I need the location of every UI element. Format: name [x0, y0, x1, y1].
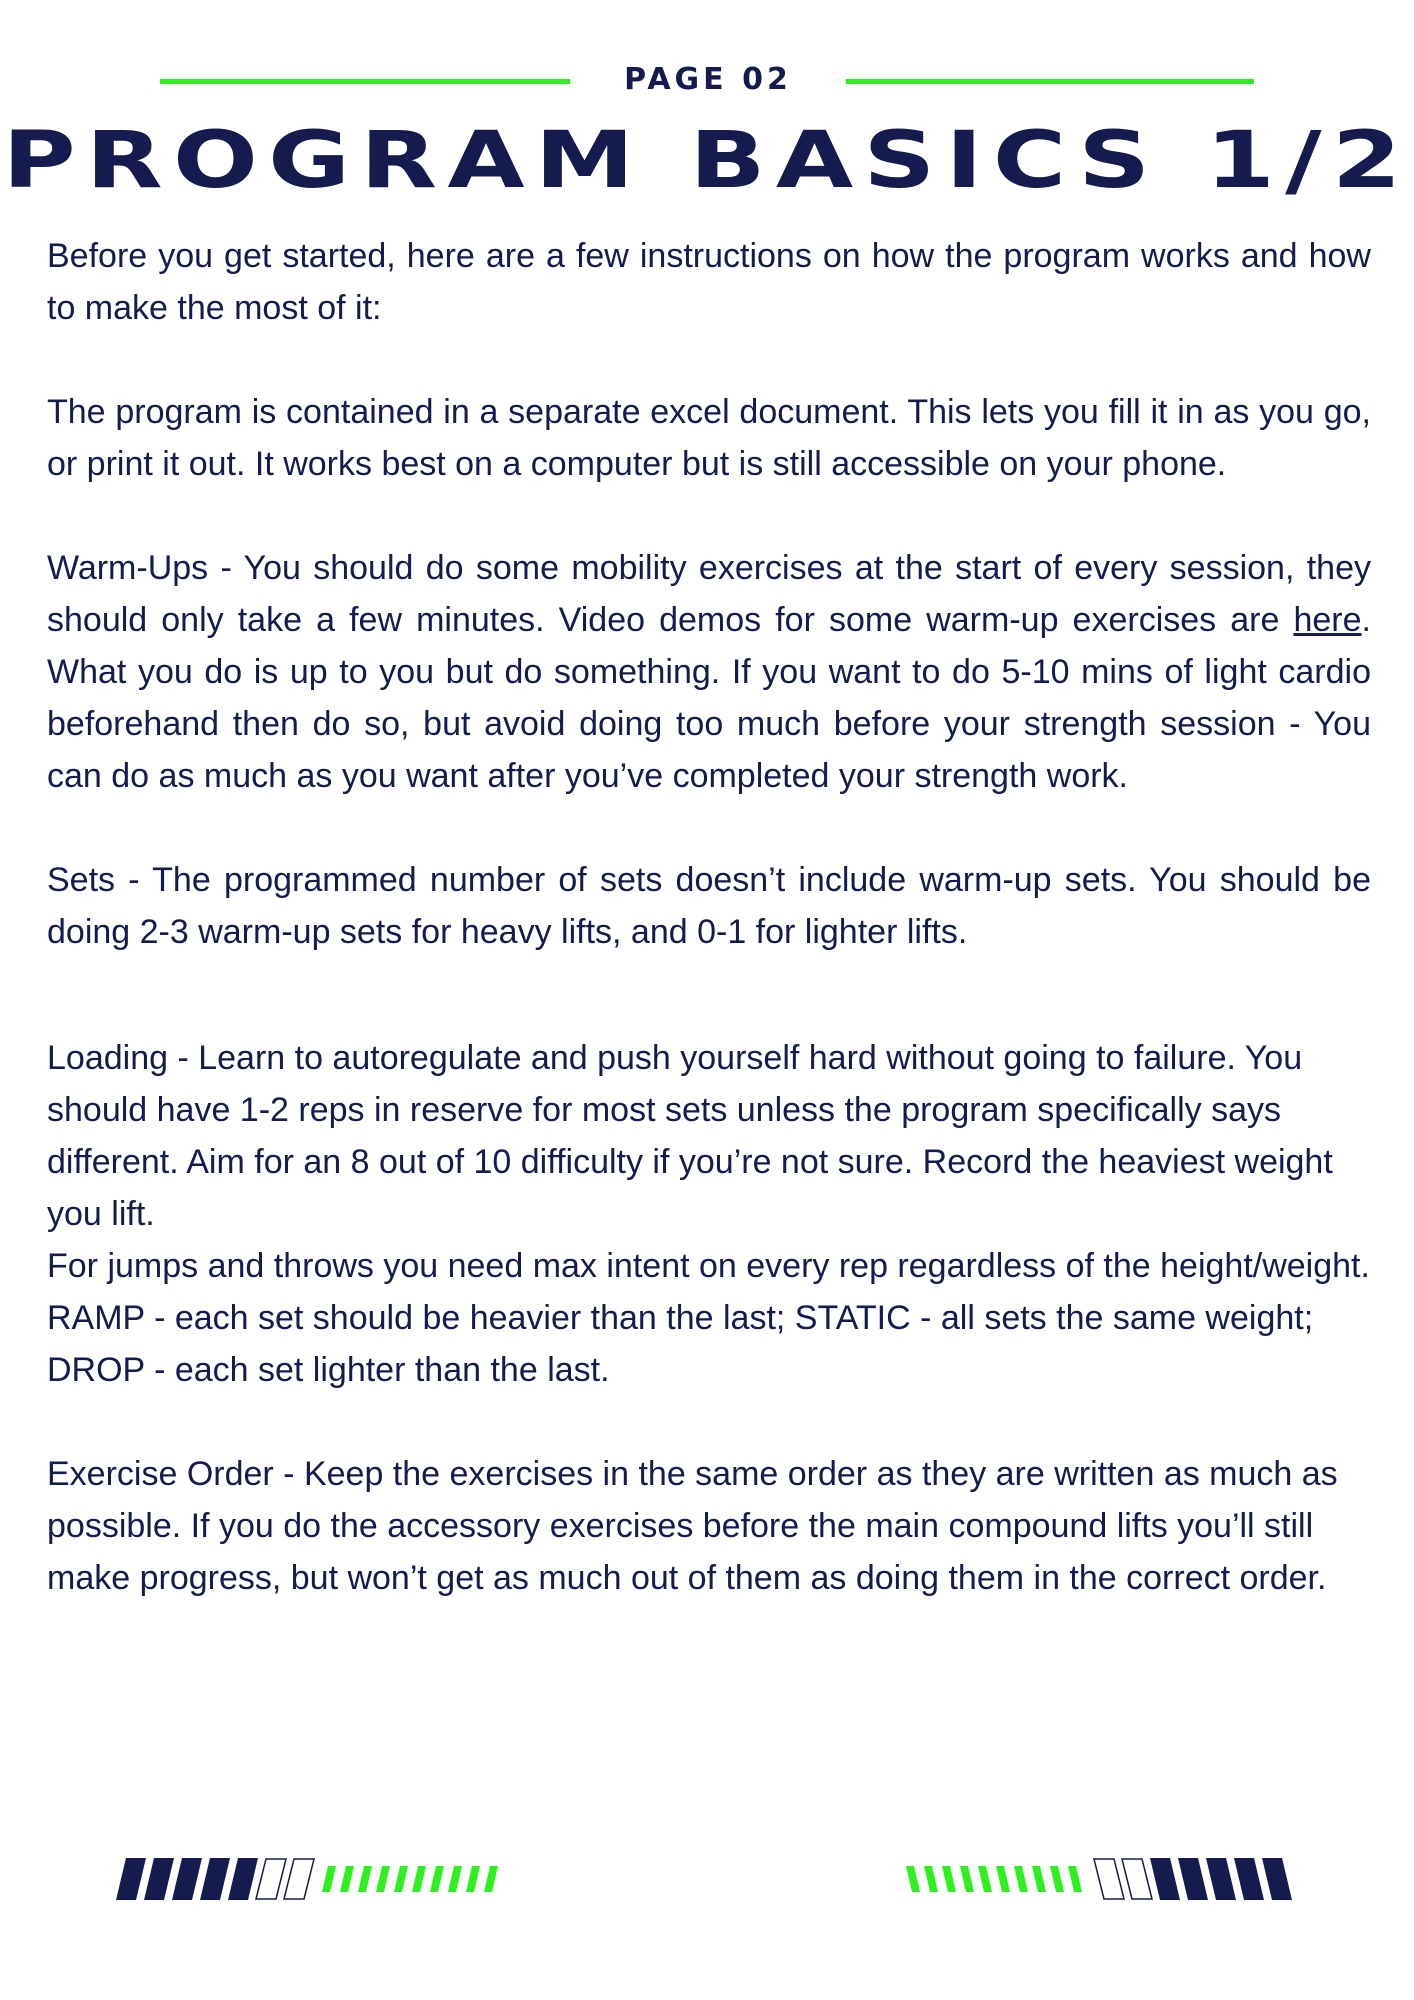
green-stripe	[1068, 1866, 1082, 1892]
page-title: PROGRAM BASICS 1/2	[2, 116, 1412, 206]
green-stripe	[1032, 1866, 1046, 1892]
warmups-paragraph	[47, 542, 1371, 802]
page-number-label: PAGE 02	[624, 62, 792, 97]
green-stripe	[960, 1866, 974, 1892]
navy-stripe	[144, 1858, 174, 1900]
green-stripe	[376, 1866, 390, 1892]
warmups-video-link[interactable]: here	[1293, 601, 1362, 639]
intro-paragraph: Before you get started, here are a few instructions on how the program works and how to make the most of it:	[47, 237, 1371, 327]
page-header	[0, 0, 1414, 206]
green-stripe	[322, 1866, 336, 1892]
outline-stripe	[284, 1859, 314, 1899]
green-stripe	[484, 1866, 498, 1892]
green-stripe	[996, 1866, 1010, 1892]
warmups-text-start: Warm-Ups - You should do some mobility exercises at the start of every session, they should only take a few minutes. Video demos for some warm-up exercises are	[47, 549, 1371, 639]
navy-stripe	[1150, 1858, 1180, 1900]
footer-stripe-decoration-left	[112, 1858, 522, 1900]
outline-stripe	[1122, 1859, 1152, 1899]
loading-text-jumps: For jumps and throws you need max intent on every rep regardless of the height/weight.	[47, 1247, 1370, 1285]
green-stripe	[394, 1866, 408, 1892]
green-stripe	[430, 1866, 444, 1892]
warmups-text-end: . What you do is up to you but do something. If you want to do 5-10 mins of light cardio beforehand then do so, but avoid doing too much before your strength session - You can do as much as you want after you’ve completed your strength work.	[47, 601, 1371, 795]
navy-stripe	[116, 1858, 146, 1900]
green-stripe	[358, 1866, 372, 1892]
navy-stripe	[1262, 1858, 1292, 1900]
header-rule-right	[846, 79, 1254, 84]
outline-stripe	[256, 1859, 286, 1899]
navy-stripe	[228, 1858, 258, 1900]
footer-stripe-decoration-right	[898, 1858, 1308, 1900]
green-stripe	[412, 1866, 426, 1892]
exercise-order-paragraph: Exercise Order - Keep the exercises in the same order as they are written as much as possible. If you do the accessory exercises before the main compound lifts you’ll still make progress, but won’t get as much out of them as doing them in the correct order.	[47, 1455, 1338, 1597]
excel-paragraph: The program is contained in a separate excel document. This lets you fill it in as you go, or print it out. It works best on a computer but is still accessible on your phone.	[47, 393, 1371, 483]
navy-stripe	[1178, 1858, 1208, 1900]
loading-text-main: Loading - Learn to autoregulate and push yourself hard without going to failure. You should have 1-2 reps in reserve for most sets unless the program specifically says different. Aim for an 8 out of 10 difficulty if you’re not sure. Record the heaviest weight you lift.	[47, 1039, 1333, 1233]
header-rule-left	[160, 79, 570, 84]
green-stripe	[942, 1866, 956, 1892]
green-stripe	[978, 1866, 992, 1892]
navy-stripe	[172, 1858, 202, 1900]
navy-stripe	[200, 1858, 230, 1900]
outline-stripe	[1094, 1859, 1124, 1899]
body-content	[47, 230, 1371, 1656]
green-stripe	[448, 1866, 462, 1892]
green-stripe	[924, 1866, 938, 1892]
loading-paragraph	[47, 1032, 1371, 1396]
green-stripe	[340, 1866, 354, 1892]
green-stripe	[906, 1866, 920, 1892]
sets-paragraph: Sets - The programmed number of sets doesn’t include warm-up sets. You should be doing 2-3 warm-up sets for heavy lifts, and 0-1 for lighter lifts.	[47, 861, 1371, 951]
green-stripe	[466, 1866, 480, 1892]
loading-text-ramp: RAMP - each set should be heavier than the last; STATIC - all sets the same weight; DROP - each set lighter than the last.	[47, 1299, 1314, 1389]
navy-stripe	[1234, 1858, 1264, 1900]
navy-stripe	[1206, 1858, 1236, 1900]
green-stripe	[1050, 1866, 1064, 1892]
green-stripe	[1014, 1866, 1028, 1892]
